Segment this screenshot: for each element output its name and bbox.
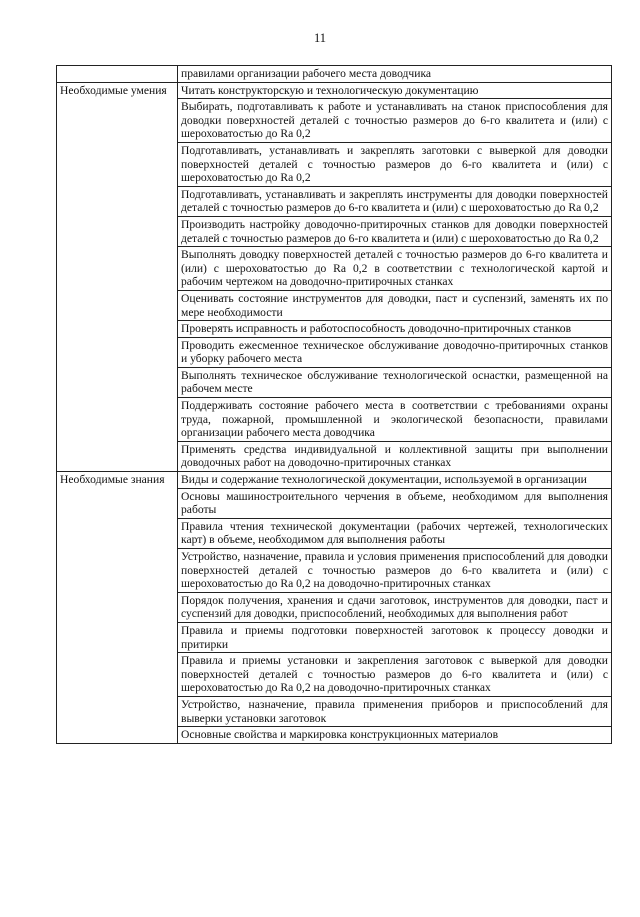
knowledge-item-text: Правила чтения технической документации (рабочих чертежей, технологических карт) в объеме, необходимом для выполнения работы xyxy=(178,518,612,548)
page-number: 11 xyxy=(313,31,327,45)
knowledge-item-text: Правила и приемы подготовки поверхностей заготовок к процессу доводки и притирки xyxy=(178,622,612,652)
knowledge-item-text: Устройство, назначение, правила применения приборов и приспособлений для выверки установки заготовок xyxy=(178,696,612,726)
skill-item-text: Выбирать, подготавливать к работе и устанавливать на станок приспособления для доводки поверхностей деталей с точностью размеров до 6-го квалитета и (или) с шероховатостью до Ra 0,2 xyxy=(178,99,612,143)
skill-item-text: Проверять исправность и работоспособность доводочно-притирочных станков xyxy=(178,321,612,338)
continuation-row xyxy=(57,66,612,83)
knowledge-item-text: Виды и содержание технологической документации, используемой в организации xyxy=(178,472,612,489)
skill-item-text: Выполнять техническое обслуживание технологической оснастки, размещенной на рабочем месте xyxy=(178,367,612,397)
skill-item-text: Проводить ежесменное техническое обслуживание доводочно-притирочных станков и уборку рабочего места xyxy=(178,337,612,367)
skill-item-text: Оценивать состояние инструментов для доводки, паст и суспензий, заменять их по мере необходимости xyxy=(178,290,612,320)
knowledge-item xyxy=(57,472,612,489)
skill-item-text: Применять средства индивидуальной и коллективной защиты при выполнении доводочных работ на доводочно-притирочных станках xyxy=(178,441,612,471)
empty-label-cell xyxy=(57,66,178,83)
requirements-table xyxy=(56,65,612,744)
knowledge-item-text: Правила и приемы установки и закрепления заготовок с выверкой для доводки поверхностей деталей с точностью размеров до 6-го квалитета и (или) с шероховатостью до Ra 0,2 на доводочно-притирочных станках xyxy=(178,653,612,697)
knowledge-item-text: Основные свойства и маркировка конструкционных материалов xyxy=(178,727,612,744)
skill-item-text: Подготавливать, устанавливать и закреплять заготовки с выверкой для доводки поверхностей деталей с точностью размеров до 6-го квалитета и (или) с шероховатостью до Ra 0,2 xyxy=(178,142,612,186)
requirements-table-body xyxy=(57,66,612,744)
skill-item-text: Поддерживать состояние рабочего места в соответствии с требованиями охраны труда, пожарной, промышленной и экологической безопасности, правилами организации рабочего места доводчика xyxy=(178,398,612,442)
skill-item-text: Производить настройку доводочно-притирочных станков для доводки поверхностей деталей с точностью размеров до 6-го квалитета и (или) с шероховатостью до Ra 0,2 xyxy=(178,216,612,246)
knowledge-item-text: Основы машиностроительного черчения в объеме, необходимом для выполнения работы xyxy=(178,488,612,518)
skill-item-text: Читать конструкторскую и технологическую документацию xyxy=(178,82,612,99)
continuation-cell: правилами организации рабочего места доводчика xyxy=(178,66,612,83)
knowledge-section-label: Необходимые знания xyxy=(57,472,178,744)
skill-item xyxy=(57,82,612,99)
knowledge-item-text: Порядок получения, хранения и сдачи заготовок, инструментов для доводки, паст и суспензий для доводки, приспособлений, необходимых для выполнения работ xyxy=(178,592,612,622)
skill-item-text: Подготавливать, устанавливать и закреплять инструменты для доводки поверхностей деталей с точностью размеров до 6-го квалитета и (или) с шероховатостью до Ra 0,2 xyxy=(178,186,612,216)
skills-section-label: Необходимые умения xyxy=(57,82,178,471)
skill-item-text: Выполнять доводку поверхностей деталей с точностью размеров до 6-го квалитета и (или) с шероховатостью до Ra 0,2 в соответствии с технологической картой и рабочим чертежом на доводочно-притирочных станках xyxy=(178,247,612,291)
knowledge-item-text: Устройство, назначение, правила и условия применения приспособлений для доводки поверхностей деталей с точностью размеров до 6-го квалитета и (или) с шероховатостью до Ra 0,2 на доводочно-притирочных станках xyxy=(178,549,612,593)
